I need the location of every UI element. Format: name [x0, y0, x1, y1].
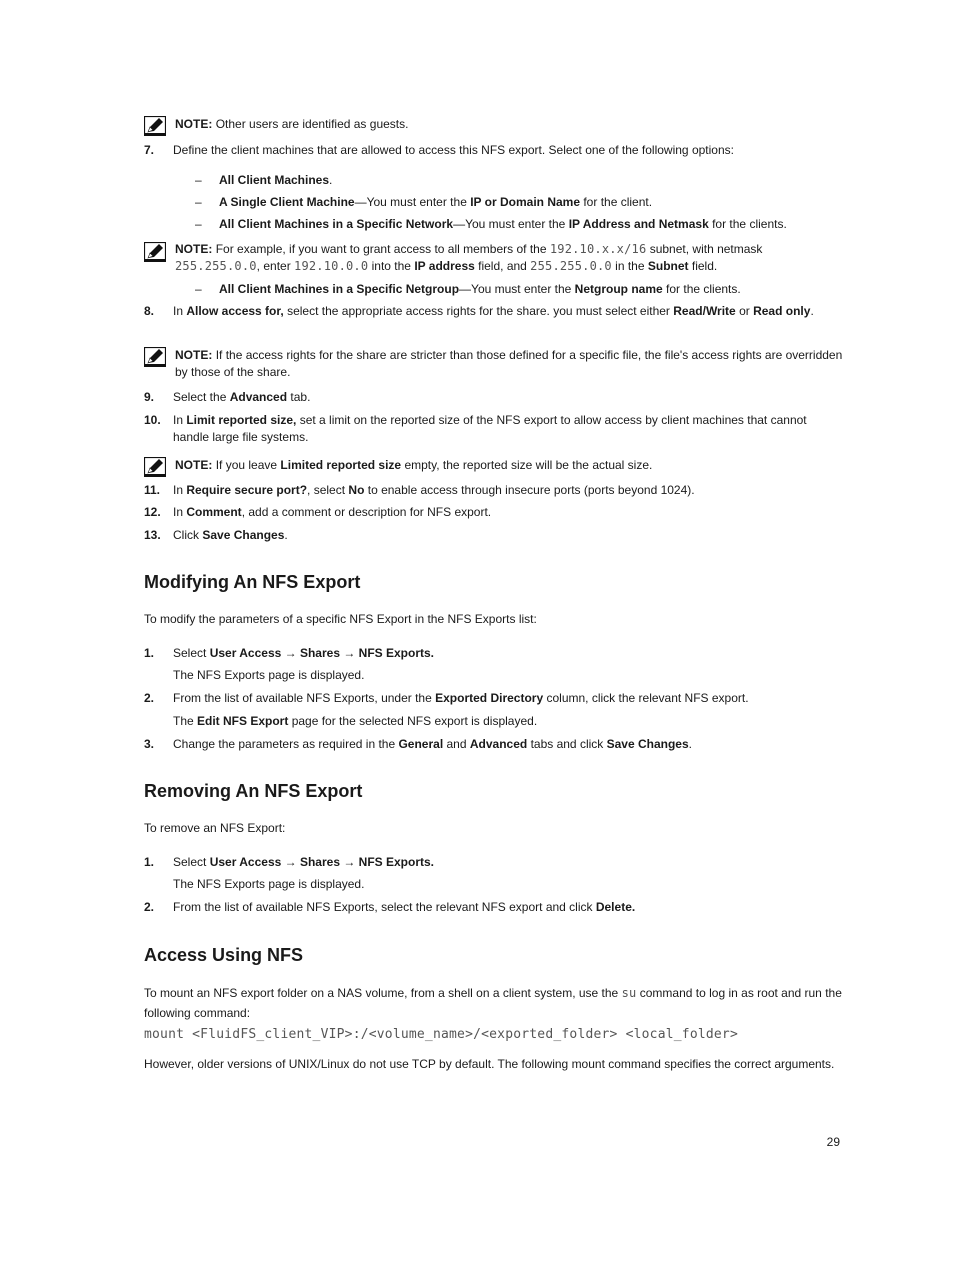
- remove-step-1: Select User Access → Shares → NFS Exports.: [173, 855, 435, 869]
- note-icon: [144, 242, 166, 262]
- step-number: 7.: [144, 143, 155, 157]
- note-icon: [144, 116, 166, 136]
- section-heading-modify: Modifying An NFS Export: [144, 572, 361, 592]
- note-example: NOTE: For example, if you want to grant access to all members of the 192.10.x.x/16 subnet, with netmask 255.255.0.0, enter 192.10.0.0 into the IP address field, and 255.255.0.0 in the Subnet field.: [175, 242, 763, 273]
- section-heading-access: Access Using NFS: [144, 945, 304, 965]
- option-all-clients: All Client Machines.: [219, 173, 333, 187]
- step-10-text: In Limit reported size, set a limit on the reported size of the NFS export to allow access by client machines that cannot handle large file systems.: [173, 413, 807, 444]
- dash-bullet: –: [195, 217, 202, 231]
- step-9-text: Select the Advanced tab.: [173, 390, 311, 404]
- access-paragraph-1: To mount an NFS export folder on a NAS volume, from a shell on a client system, use the su command to log in as root and run the following command:: [144, 986, 842, 1020]
- step-number: 13.: [144, 528, 161, 542]
- step-number: 1.: [144, 855, 155, 869]
- step-number: 11.: [144, 483, 161, 497]
- page-number: 29: [826, 1135, 840, 1149]
- option-netgroup: All Client Machines in a Specific Netgroup—You must enter the Netgroup name for the clients.: [219, 282, 741, 296]
- dash-bullet: –: [195, 195, 202, 209]
- remove-step-1-result: The NFS Exports page is displayed.: [173, 877, 365, 891]
- modify-intro: To modify the parameters of a specific NFS Export in the NFS Exports list:: [144, 612, 537, 626]
- modify-step-3: Change the parameters as required in the General and Advanced tabs and click Save Changes.: [173, 737, 692, 751]
- remove-step-2: From the list of available NFS Exports, select the relevant NFS export and click Delete.: [173, 900, 636, 914]
- option-network: All Client Machines in a Specific Network—You must enter the IP Address and Netmask for the clients.: [219, 217, 787, 231]
- step-13-text: Click Save Changes.: [173, 528, 288, 542]
- step-11-text: In Require secure port?, select No to enable access through insecure ports (ports beyond 1024).: [173, 483, 695, 497]
- remove-intro: To remove an NFS Export:: [144, 821, 286, 835]
- modify-step-1-result: The NFS Exports page is displayed.: [173, 668, 365, 682]
- step-number: 10.: [144, 413, 161, 427]
- note-limit: NOTE: If you leave Limited reported size empty, the reported size will be the actual size.: [175, 458, 653, 472]
- dash-bullet: –: [195, 173, 202, 187]
- access-paragraph-2: However, older versions of UNIX/Linux do not use TCP by default. The following mount command specifies the correct arguments.: [144, 1057, 835, 1071]
- step-12-text: In Comment, add a comment or description for NFS export.: [173, 505, 492, 519]
- note-rights: NOTE: If the access rights for the share are stricter than those defined for a specific file, the file's access rights are overridden by those of the share.: [175, 348, 843, 379]
- step-8-text: In Allow access for, select the appropriate access rights for the share. you must select either Read/Write or Read only.: [173, 304, 814, 318]
- modify-step-2-result: The Edit NFS Export page for the selected NFS export is displayed.: [173, 714, 538, 728]
- step-7-text: Define the client machines that are allowed to access this NFS export. Select one of the following options:: [173, 143, 734, 157]
- step-number: 2.: [144, 691, 155, 705]
- step-number: 8.: [144, 304, 155, 318]
- modify-step-1: Select User Access → Shares → NFS Exports.: [173, 646, 435, 660]
- note-icon: [144, 347, 166, 367]
- step-number: 3.: [144, 737, 155, 751]
- option-single-client: A Single Client Machine—You must enter the IP or Domain Name for the client.: [219, 195, 653, 209]
- step-number: 2.: [144, 900, 155, 914]
- step-number: 9.: [144, 390, 155, 404]
- section-heading-remove: Removing An NFS Export: [144, 781, 363, 801]
- step-number: 1.: [144, 646, 155, 660]
- note-icon: [144, 457, 166, 477]
- note-guests: NOTE: Other users are identified as guests.: [175, 117, 409, 131]
- modify-step-2: From the list of available NFS Exports, under the Exported Directory column, click the relevant NFS export.: [173, 691, 749, 705]
- mount-command: mount <FluidFS_client_VIP>:/<volume_name>/<exported_folder> <local_folder>: [144, 1027, 738, 1042]
- step-number: 12.: [144, 505, 161, 519]
- dash-bullet: –: [195, 282, 202, 296]
